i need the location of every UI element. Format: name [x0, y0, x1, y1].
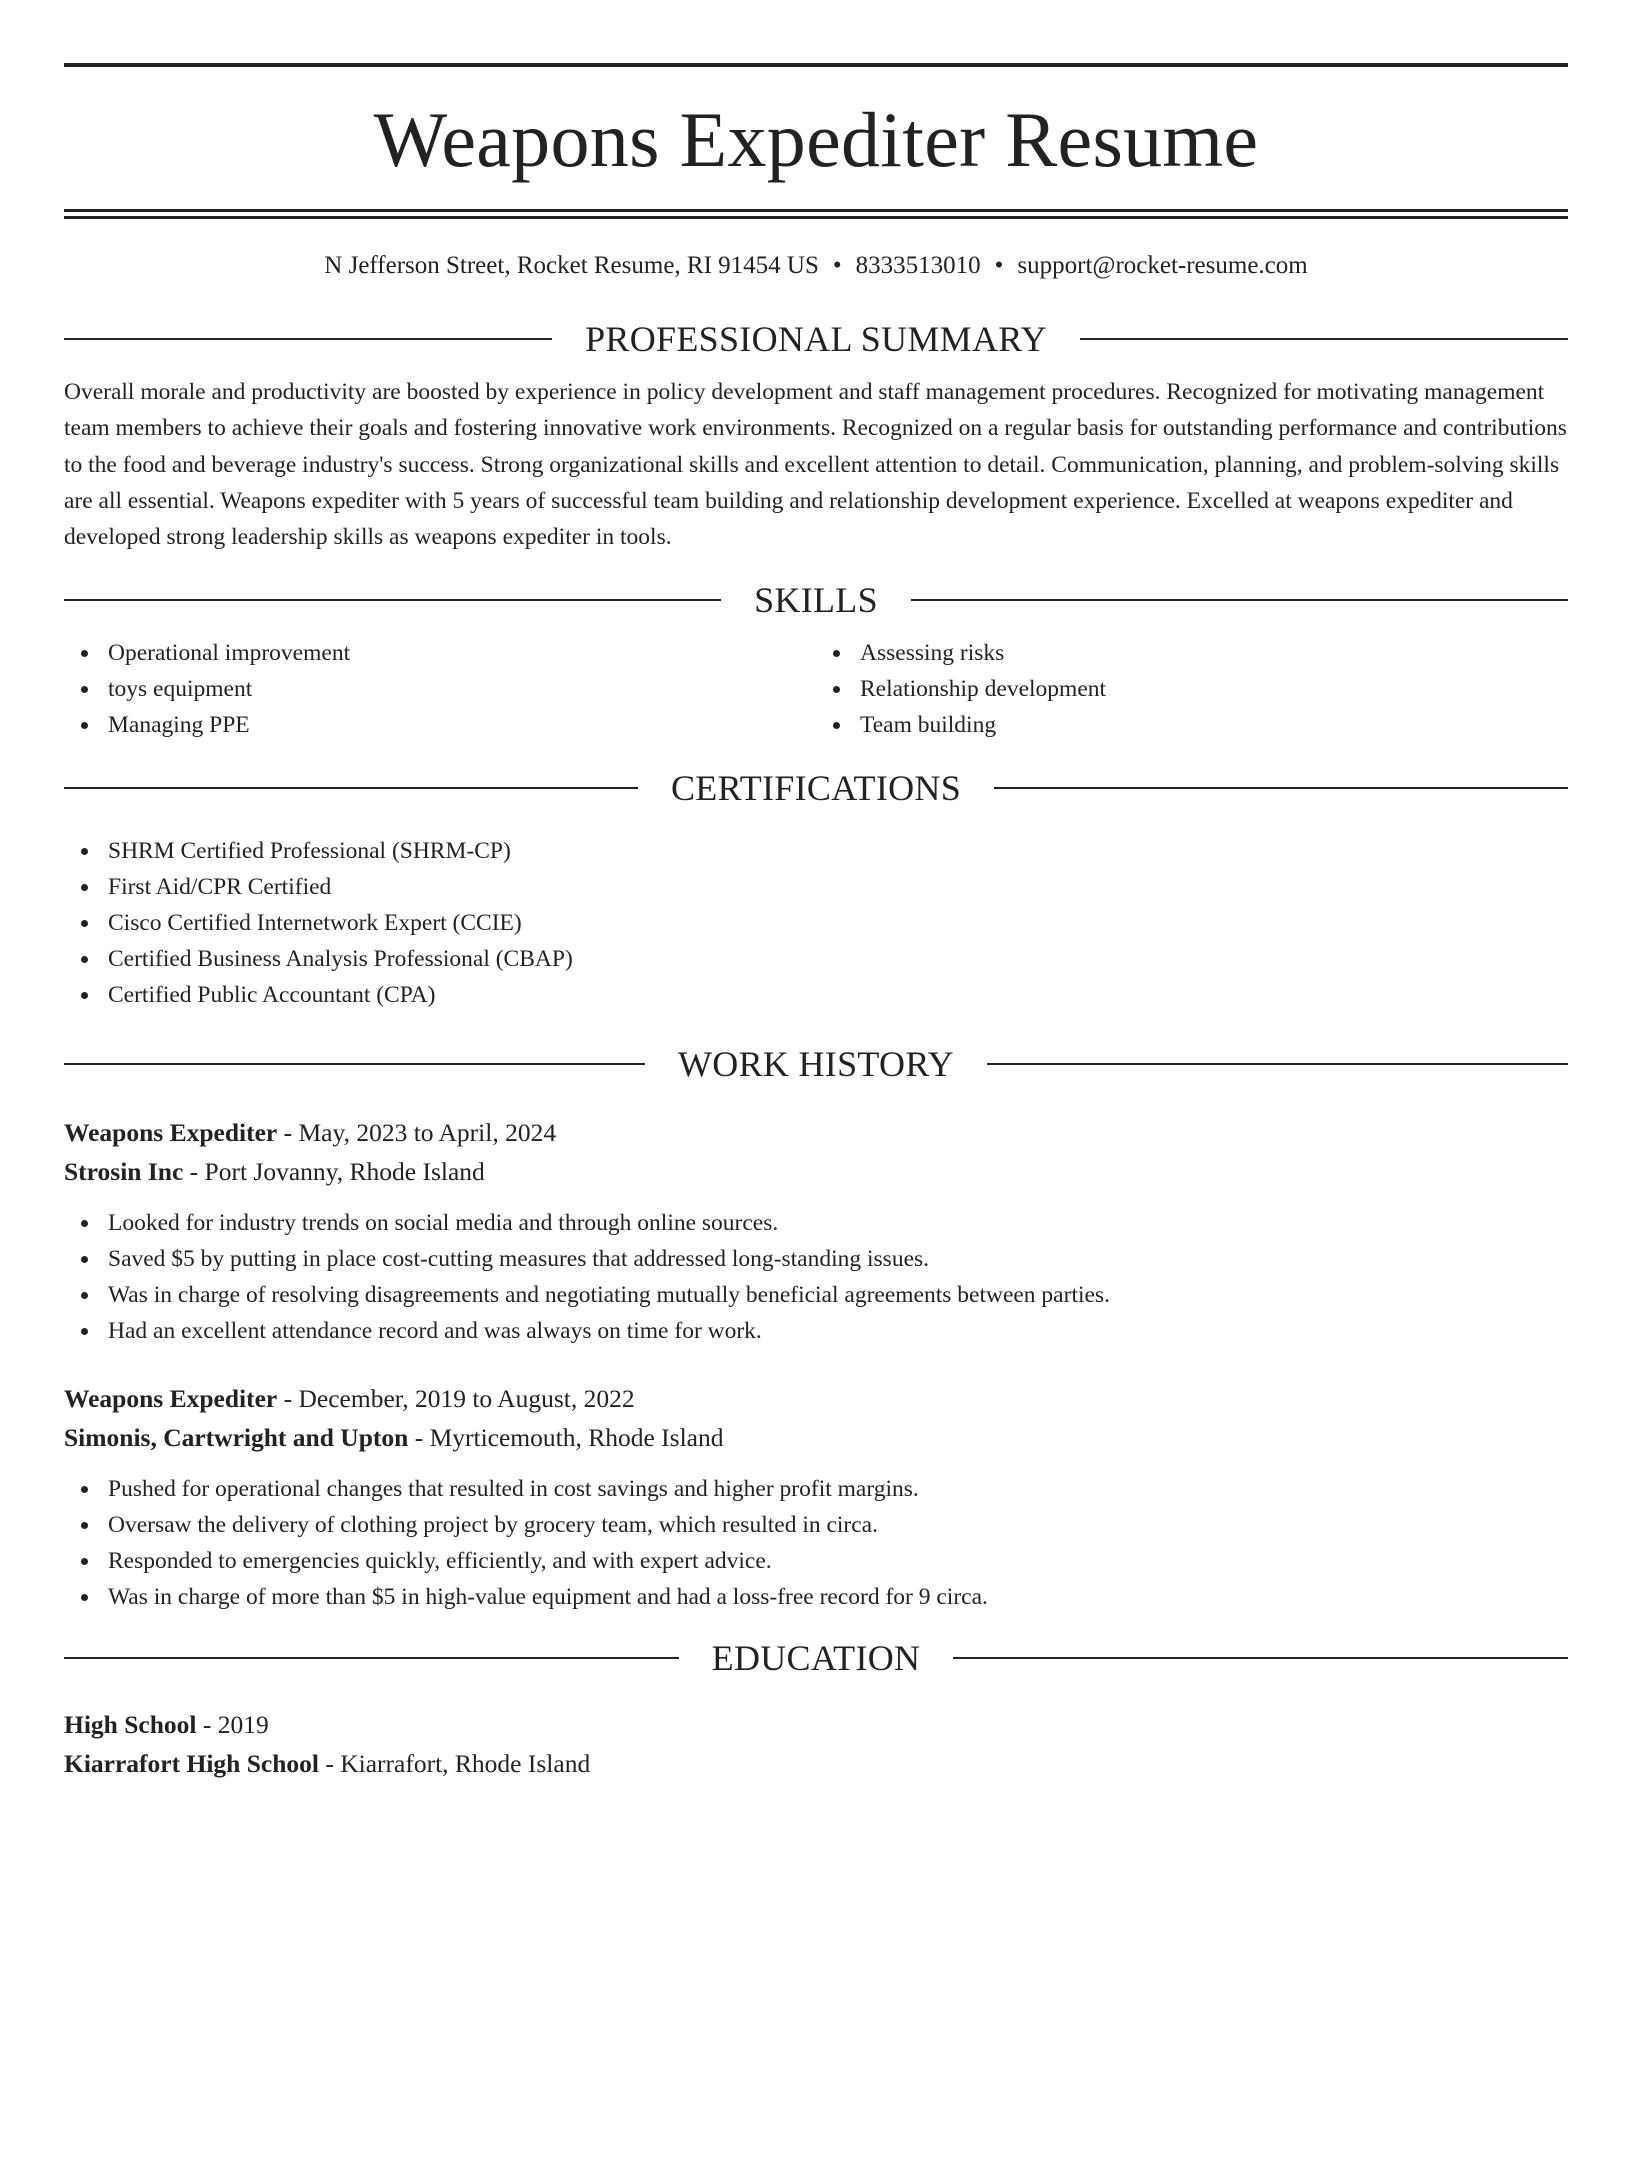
skill-item: toys equipment [64, 671, 816, 707]
section-heading-skills [64, 577, 1568, 623]
skills-list-left [64, 635, 816, 743]
joiner: - [196, 1710, 218, 1740]
job-company-line [64, 1152, 1568, 1191]
section-heading-certifications [64, 765, 1568, 811]
heading-rule-right [911, 599, 1568, 601]
skills-columns [64, 635, 1568, 743]
job-title: Weapons Expediter [64, 1384, 278, 1414]
certification-item: Cisco Certified Internetwork Expert (CCIE) [64, 905, 1568, 941]
section-title: WORK HISTORY [678, 1044, 954, 1085]
job-entry [64, 1379, 1568, 1615]
title-double-rule [64, 209, 1568, 219]
education-year: 2019 [217, 1710, 269, 1740]
job-title-line [64, 1113, 1568, 1152]
contact-separator: • [832, 252, 842, 279]
job-bullets [64, 1471, 1568, 1615]
heading-rule-left [64, 599, 721, 601]
resume-title: Weapons Expediter Resume [373, 96, 1259, 183]
job-bullets [64, 1205, 1568, 1349]
section-heading-work-history [64, 1041, 1568, 1087]
joiner: - [318, 1749, 341, 1779]
contact-email: support@rocket-resume.com [1017, 252, 1308, 279]
skill-item: Assessing risks [816, 635, 1568, 671]
section-title: EDUCATION [711, 1638, 921, 1679]
joiner: - [277, 1118, 299, 1148]
job-location: Myrticemouth, Rhode Island [429, 1423, 724, 1453]
education-degree: High School [64, 1710, 197, 1740]
section-title: SKILLS [754, 580, 878, 621]
heading-rule-right [994, 787, 1568, 789]
top-rule [64, 63, 1568, 67]
job-bullet: Oversaw the delivery of clothing project by grocery team, which resulted in circa. [64, 1507, 1568, 1543]
job-bullet: Pushed for operational changes that resulted in cost savings and higher profit margins. [64, 1471, 1568, 1507]
skill-item: Relationship development [816, 671, 1568, 707]
heading-rule-right [987, 1063, 1568, 1065]
job-bullet: Was in charge of resolving disagreements and negotiating mutually beneficial agreements between parties. [64, 1277, 1568, 1313]
heading-rule-left [64, 787, 638, 789]
contact-phone: 8333513010 [855, 252, 981, 279]
skill-item: Team building [816, 707, 1568, 743]
job-dates: December, 2019 to August, 2022 [298, 1384, 635, 1414]
section-title: PROFESSIONAL SUMMARY [585, 319, 1047, 359]
job-entry [64, 1113, 1568, 1349]
heading-rule-right [953, 1657, 1568, 1659]
certification-item: Certified Business Analysis Professional (CBAP) [64, 941, 1568, 977]
certification-item: SHRM Certified Professional (SHRM-CP) [64, 833, 1568, 869]
job-company: Simonis, Cartwright and Upton [64, 1423, 409, 1453]
joiner: - [277, 1384, 299, 1414]
heading-rule-left [64, 1657, 679, 1659]
job-location: Port Jovanny, Rhode Island [204, 1157, 485, 1187]
education-degree-line [64, 1705, 1568, 1744]
heading-rule-left [64, 338, 552, 340]
job-bullet: Saved $5 by putting in place cost-cutting measures that addressed long-standing issues. [64, 1241, 1568, 1277]
section-heading-education [64, 1635, 1568, 1681]
joiner: - [408, 1423, 430, 1453]
summary-text: Overall morale and productivity are boosted by experience in policy development and staff management procedures. Recognized for motivating management team members to achieve their goals and fostering innovative work environments. Recognized on a regular basis for outstanding performance and contributions to the food and beverage industry's success. Strong organizational skills and excellent attention to detail. Communication, planning, and problem-solving skills are all essential. Weapons expediter with 5 years of successful team building and relationship development experience. Excelled at weapons expediter and developed strong leadership skills as weapons expediter in tools. [64, 379, 1567, 551]
job-title: Weapons Expediter [64, 1118, 278, 1148]
job-title-line [64, 1379, 1568, 1418]
job-bullet: Had an excellent attendance record and was always on time for work. [64, 1313, 1568, 1349]
joiner: - [183, 1157, 205, 1187]
skill-item: Managing PPE [64, 707, 816, 743]
job-company-line [64, 1418, 1568, 1457]
education-school-line [64, 1744, 1568, 1783]
education-location: Kiarrafort, Rhode Island [340, 1749, 591, 1779]
certification-item: Certified Public Accountant (CPA) [64, 977, 1568, 1013]
certifications-list [64, 833, 1568, 1013]
certification-item: First Aid/CPR Certified [64, 869, 1568, 905]
job-bullet: Looked for industry trends on social media and through online sources. [64, 1205, 1568, 1241]
contact-address: N Jefferson Street, Rocket Resume, RI 91454 US [324, 252, 819, 279]
job-bullet: Was in charge of more than $5 in high-value equipment and had a loss-free record for 9 circa. [64, 1579, 1568, 1615]
heading-rule-left [64, 1063, 645, 1065]
heading-rule-right [1080, 338, 1568, 340]
section-heading-summary [64, 316, 1568, 362]
contact-line [64, 250, 1568, 282]
education-school: Kiarrafort High School [64, 1749, 319, 1779]
job-dates: May, 2023 to April, 2024 [298, 1118, 557, 1148]
contact-separator: • [994, 252, 1004, 279]
section-title: CERTIFICATIONS [670, 768, 962, 809]
job-bullet: Responded to emergencies quickly, efficiently, and with expert advice. [64, 1543, 1568, 1579]
education-entry [64, 1705, 1568, 1783]
skills-list-right [816, 635, 1568, 743]
job-company: Strosin Inc [64, 1157, 184, 1187]
skill-item: Operational improvement [64, 635, 816, 671]
resume-page [0, 63, 1632, 2175]
